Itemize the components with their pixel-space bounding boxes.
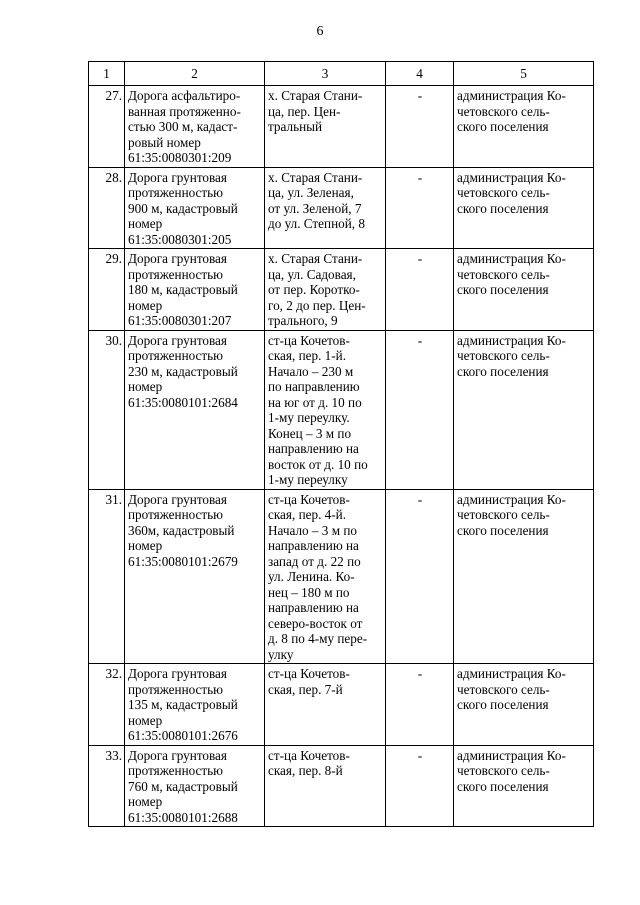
object-address: ст-ца Кочетов- ская, пер. 4-й. Начало – 3 м по направлению на запад от д. 22 по ул. Ленина. Ко- нец – 180 м по направлению на северо-восток от д. 8 по 4-му пере- улку bbox=[265, 489, 386, 664]
column-header-3: 3 bbox=[265, 62, 386, 86]
object-description: Дорога грунтовая протяженностью 900 м, кадастровый номер 61:35:0080301:205 bbox=[125, 167, 265, 249]
road-register-table bbox=[88, 61, 594, 827]
column-header-2: 2 bbox=[125, 62, 265, 86]
row-number: 32. bbox=[89, 664, 125, 746]
table-row bbox=[89, 664, 594, 746]
object-description: Дорога асфальтиро- ванная протяженно- стью 300 м, кадаст- ровый номер 61:35:0080301:209 bbox=[125, 86, 265, 168]
row-number: 31. bbox=[89, 489, 125, 664]
column-header-5: 5 bbox=[454, 62, 594, 86]
page-number: 6 bbox=[316, 24, 324, 39]
column-4-value: - bbox=[386, 330, 454, 489]
owner: администрация Ко- четовского сель- ского поселения bbox=[454, 745, 594, 827]
owner: администрация Ко- четовского сель- ского поселения bbox=[454, 330, 594, 489]
object-description: Дорога грунтовая протяженностью 760 м, кадастровый номер 61:35:0080101:2688 bbox=[125, 745, 265, 827]
owner: администрация Ко- четовского сель- ского поселения bbox=[454, 489, 594, 664]
column-4-value: - bbox=[386, 664, 454, 746]
owner: администрация Ко- четовского сель- ского поселения bbox=[454, 86, 594, 168]
owner: администрация Ко- четовского сель- ского поселения bbox=[454, 664, 594, 746]
row-number: 33. bbox=[89, 745, 125, 827]
object-description: Дорога грунтовая протяженностью 230 м, кадастровый номер 61:35:0080101:2684 bbox=[125, 330, 265, 489]
object-address: х. Старая Стани- ца, ул. Садовая, от пер. Коротко- го, 2 до пер. Цен- трального, 9 bbox=[265, 249, 386, 331]
table-row bbox=[89, 249, 594, 331]
table-row bbox=[89, 489, 594, 664]
row-number: 30. bbox=[89, 330, 125, 489]
column-4-value: - bbox=[386, 489, 454, 664]
column-header-1: 1 bbox=[89, 62, 125, 86]
object-address: ст-ца Кочетов- ская, пер. 7-й bbox=[265, 664, 386, 746]
table-row bbox=[89, 167, 594, 249]
object-address: х. Старая Стани- ца, пер. Цен- тральный bbox=[265, 86, 386, 168]
column-4-value: - bbox=[386, 249, 454, 331]
object-address: ст-ца Кочетов- ская, пер. 8-й bbox=[265, 745, 386, 827]
column-4-value: - bbox=[386, 745, 454, 827]
row-number: 28. bbox=[89, 167, 125, 249]
column-4-value: - bbox=[386, 86, 454, 168]
column-header-4: 4 bbox=[386, 62, 454, 86]
owner: администрация Ко- четовского сель- ского поселения bbox=[454, 167, 594, 249]
object-description: Дорога грунтовая протяженностью 180 м, кадастровый номер 61:35:0080301:207 bbox=[125, 249, 265, 331]
table-row bbox=[89, 745, 594, 827]
table-row bbox=[89, 330, 594, 489]
row-number: 29. bbox=[89, 249, 125, 331]
object-description: Дорога грунтовая протяженностью 135 м, кадастровый номер 61:35:0080101:2676 bbox=[125, 664, 265, 746]
owner: администрация Ко- четовского сель- ского поселения bbox=[454, 249, 594, 331]
row-number: 27. bbox=[89, 86, 125, 168]
object-description: Дорога грунтовая протяженностью 360м, кадастровый номер 61:35:0080101:2679 bbox=[125, 489, 265, 664]
column-4-value: - bbox=[386, 167, 454, 249]
column-number-row bbox=[89, 62, 594, 86]
table-row bbox=[89, 86, 594, 168]
object-address: х. Старая Стани- ца, ул. Зеленая, от ул. Зеленой, 7 до ул. Степной, 8 bbox=[265, 167, 386, 249]
object-address: ст-ца Кочетов- ская, пер. 1-й. Начало – 230 м по направлению на юг от д. 10 по 1-му переулку. Конец – 3 м по направлению на восток от д. 10 по 1-му переулку bbox=[265, 330, 386, 489]
